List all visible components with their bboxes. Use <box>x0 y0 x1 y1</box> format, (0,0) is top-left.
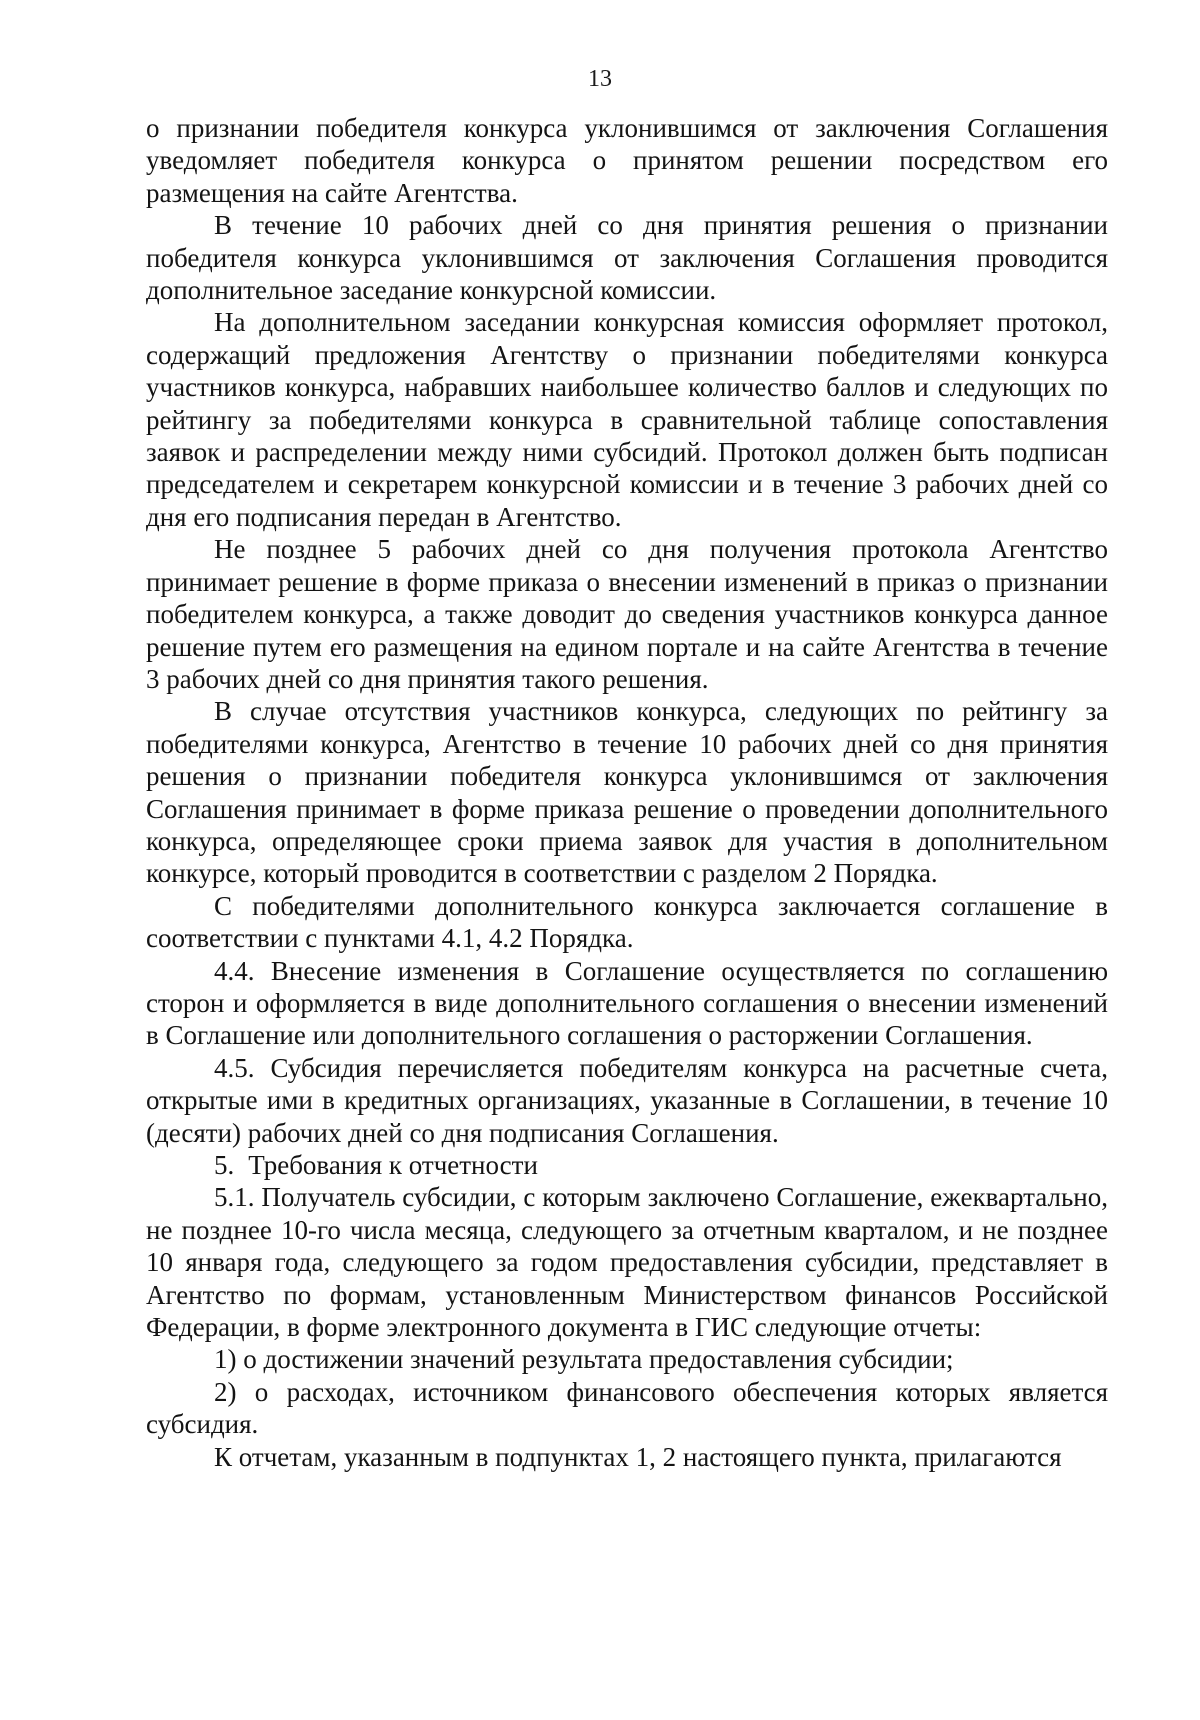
document-body <box>146 112 1108 1473</box>
paragraph: В течение 10 рабочих дней со дня принятия решения о признании победителя конкурса уклонившимся от заключения Соглашения проводится дополнительное заседание конкурсной комиссии. <box>146 210 1108 306</box>
paragraph: Не позднее 5 рабочих дней со дня получения протокола Агентство принимает решение в форме приказа о внесении изменений в приказ о признании победителем конкурса, а также доводит до сведения участников конкурса данное решение путем его размещения на едином портале и на сайте Агентства в течение 3 рабочих дней со дня принятия такого решения. <box>146 534 1108 694</box>
paragraph-clause-4-5: 4.5. Субсидия перечисляется победителям конкурса на расчетные счета, открытые ими в кредитных организациях, указанные в Соглашении, в течение 10 (десяти) рабочих дней со дня подписания Соглашения. <box>146 1052 1108 1148</box>
paragraph-clause-4-4: 4.4. Внесение изменения в Соглашение осуществляется по соглашению сторон и оформляется в виде дополнительного соглашения о внесении изменений в Соглашение или дополнительного соглашения о расторжении Соглашения. <box>146 955 1108 1051</box>
paragraph: С победителями дополнительного конкурса заключается соглашение в соответствии с пунктами 4.1, 4.2 Порядка. <box>146 890 1108 954</box>
list-item: 1) о достижении значений результата предоставления субсидии; <box>214 1344 954 1375</box>
section-title: Требования к отчетности <box>248 1150 538 1180</box>
section-number: 5. <box>214 1150 235 1180</box>
paragraph-clause-5-1: 5.1. Получатель субсидии, с которым заключено Соглашение, ежеквартально, не позднее 10-го числа месяца, следующего за отчетным кварталом, и не позднее 10 января года, следующего за годом предоставления субсидии, представляет в Агентство по формам, установленным Министерством финансов Российской Федерации, в форме электронного документа в ГИС следующие отчеты: <box>146 1182 1108 1343</box>
paragraph: На дополнительном заседании конкурсная комиссия оформляет протокол, содержащий предложения Агентству о признании победителями конкурса участников конкурса, набравших наибольшее количество баллов и следующих по рейтингу за победителями конкурса в сравнительной таблице сопоставления заявок и распределении между ними субсидий. Протокол должен быть подписан председателем и секретарем конкурсной комиссии и в течение 3 рабочих дней со дня его подписания передан в Агентство. <box>146 307 1108 532</box>
section-heading <box>146 1149 1108 1181</box>
paragraph: о признании победителя конкурса уклонившимся от заключения Соглашения уведомляет победителя конкурса о принятом решении посредством его размещения на сайте Агентства. <box>146 113 1108 208</box>
paragraph: В случае отсутствия участников конкурса, следующих по рейтингу за победителями конкурса, Агентство в течение 10 рабочих дней со дня принятия решения о признании победителя конкурса уклонившимся от заключения Соглашения принимает в форме приказа решение о проведении дополнительного конкурса, определяющее сроки приема заявок для участия в дополнительном конкурсе, который проводится в соответствии с разделом 2 Порядка. <box>146 696 1108 889</box>
paragraph: К отчетам, указанным в подпунктах 1, 2 настоящего пункта, прилагаются <box>214 1441 1062 1472</box>
list-item: 2) о расходах, источником финансового обеспечения которых является субсидия. <box>146 1376 1108 1440</box>
page-number: 13 <box>588 66 612 92</box>
